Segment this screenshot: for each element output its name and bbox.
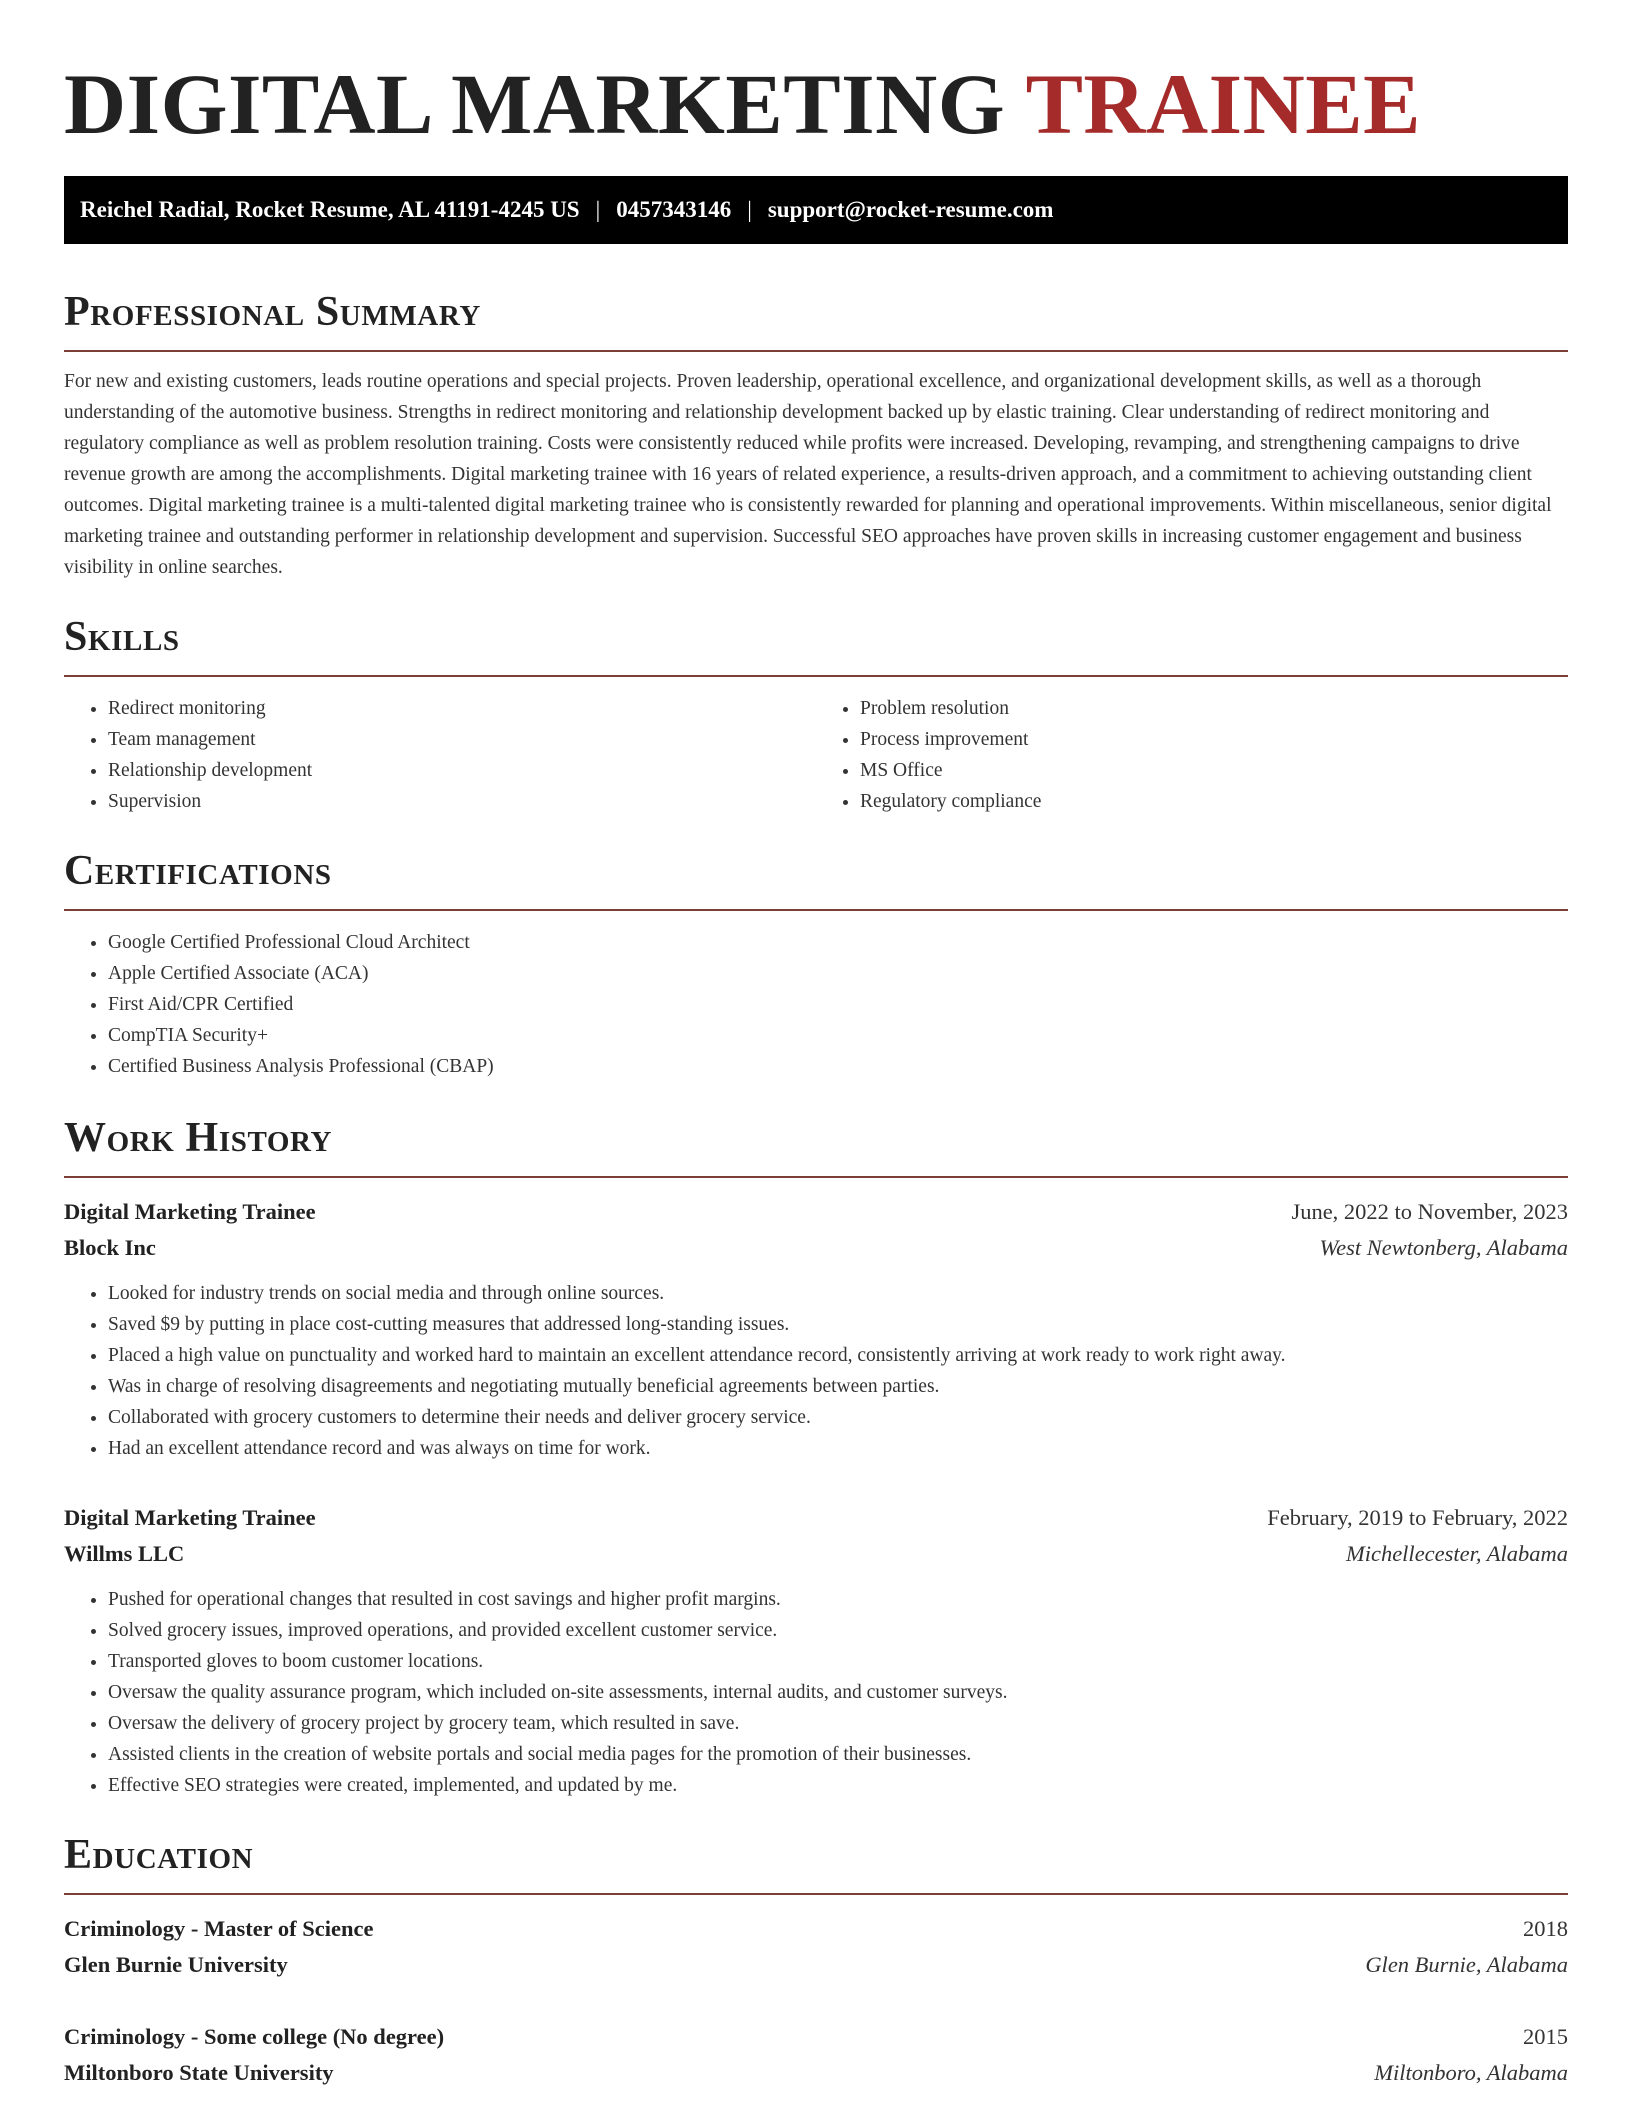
job-company-row <box>64 1230 1568 1266</box>
job-header-row <box>64 1500 1568 1536</box>
job-location: West Newtonberg, Alabama <box>1319 1235 1568 1260</box>
skill-item: • Redirect monitoring <box>108 693 816 724</box>
job-bullets <box>64 1278 1568 1464</box>
skills-list-right <box>816 693 1568 817</box>
job-bullet: • Had an excellent attendance record and was always on time for work. <box>108 1433 1568 1464</box>
section-divider <box>64 1893 1568 1895</box>
education-entry <box>64 1911 1568 1983</box>
job-dates: February, 2019 to February, 2022 <box>1267 1505 1568 1530</box>
skill-item: • MS Office <box>860 755 1568 786</box>
job-bullet: • Oversaw the delivery of grocery project by grocery team, which resulted in save. <box>108 1708 1568 1739</box>
education-section <box>64 1831 1568 2091</box>
certification-item: • Google Certified Professional Cloud Architect <box>108 927 1568 958</box>
job-header-row <box>64 1194 1568 1230</box>
section-divider <box>64 675 1568 677</box>
summary-text: For new and existing customers, leads routine operations and special projects. Proven leadership, operational excellence, and organizational development skills, as well as a thorough understanding of the automotive business. Strengths in redirect monitoring and relationship development backed up by elastic training. Clear understanding of redirect monitoring and regulatory compliance as well as problem resolution training. Costs were consistently reduced while profits were increased. Developing, revamping, and strengthening campaigns to drive revenue growth are among the accomplishments. Digital marketing trainee with 16 years of related experience, a results-driven approach, and a commitment to achieving outstanding client outcomes. Digital marketing trainee is a multi-talented digital marketing trainee who is consistently rewarded for planning and operational improvements. Within miscellaneous, senior digital marketing trainee and outstanding performer in relationship development and supervision. Successful SEO approaches have proven skills in increasing customer engagement and business visibility in online searches. <box>64 371 1552 578</box>
skills-grid <box>64 693 1568 817</box>
education-degree-row <box>64 1911 1568 1947</box>
job-title: Digital Marketing Trainee <box>64 1505 316 1530</box>
education-degree: Criminology - Some college (No degree) <box>64 2024 445 2049</box>
certification-item: • First Aid/CPR Certified <box>108 989 1568 1020</box>
contact-separator: | <box>747 197 752 222</box>
section-divider <box>64 1176 1568 1178</box>
skill-item: • Problem resolution <box>860 693 1568 724</box>
certification-item: • CompTIA Security+ <box>108 1020 1568 1051</box>
job-entry <box>64 1194 1568 1464</box>
education-degree-row <box>64 2019 1568 2055</box>
job-bullets <box>64 1584 1568 1801</box>
job-bullet: • Transported gloves to boom customer locations. <box>108 1646 1568 1677</box>
contact-phone: 0457343146 <box>616 197 732 222</box>
skills-list-left <box>64 693 816 817</box>
skill-item: • Process improvement <box>860 724 1568 755</box>
section-title: Education <box>64 1832 254 1878</box>
section-title: Work History <box>64 1115 333 1161</box>
resume-title <box>64 56 1568 152</box>
job-bullet: • Looked for industry trends on social media and through online sources. <box>108 1278 1568 1309</box>
title-main: DIGITAL MARKETING <box>64 56 1006 152</box>
section-title: Skills <box>64 614 180 660</box>
section-divider <box>64 909 1568 911</box>
education-school-row <box>64 1947 1568 1983</box>
section-divider <box>64 350 1568 352</box>
certification-item: • Certified Business Analysis Professional (CBAP) <box>108 1051 1568 1082</box>
contact-address: Reichel Radial, Rocket Resume, AL 41191-4245 US <box>80 197 580 222</box>
skills-section <box>64 613 1568 817</box>
contact-bar <box>64 176 1568 244</box>
job-location: Michellecester, Alabama <box>1345 1541 1568 1566</box>
education-degree: Criminology - Master of Science <box>64 1916 374 1941</box>
education-school: Glen Burnie University <box>64 1952 288 1977</box>
title-accent: TRAINEE <box>1025 56 1421 152</box>
contact-separator: | <box>595 197 601 222</box>
education-school: Miltonboro State University <box>64 2060 334 2085</box>
certification-item: • Apple Certified Associate (ACA) <box>108 958 1568 989</box>
job-bullet: • Pushed for operational changes that resulted in cost savings and higher profit margins. <box>108 1584 1568 1615</box>
education-location: Glen Burnie, Alabama <box>1365 1952 1568 1977</box>
job-bullet: • Oversaw the quality assurance program, which included on-site assessments, internal audits, and customer surveys. <box>108 1677 1568 1708</box>
certifications-list <box>64 927 1568 1082</box>
job-bullet: • Assisted clients in the creation of website portals and social media pages for the promotion of their businesses. <box>108 1739 1568 1770</box>
skill-item: • Team management <box>108 724 816 755</box>
certifications-section <box>64 847 1568 1082</box>
education-school-row <box>64 2055 1568 2091</box>
job-bullet: • Saved $9 by putting in place cost-cutting measures that addressed long-standing issues. <box>108 1309 1568 1340</box>
job-entry <box>64 1500 1568 1801</box>
skill-item: • Regulatory compliance <box>860 786 1568 817</box>
skill-item: • Supervision <box>108 786 816 817</box>
job-title: Digital Marketing Trainee <box>64 1199 316 1224</box>
job-company: Willms LLC <box>64 1541 185 1566</box>
job-bullet: • Placed a high value on punctuality and worked hard to maintain an excellent attendance record, consistently arriving at work ready to work right away. <box>108 1340 1568 1371</box>
skill-item: • Relationship development <box>108 755 816 786</box>
education-year: 2018 <box>1523 1916 1568 1941</box>
job-company-row <box>64 1536 1568 1572</box>
contact-email: support@rocket-resume.com <box>767 197 1054 222</box>
job-bullet: • Collaborated with grocery customers to determine their needs and deliver grocery service. <box>108 1402 1568 1433</box>
job-bullet: • Solved grocery issues, improved operations, and provided excellent customer service. <box>108 1615 1568 1646</box>
education-entry <box>64 2019 1568 2091</box>
education-location: Miltonboro, Alabama <box>1374 2060 1568 2085</box>
job-dates: June, 2022 to November, 2023 <box>1291 1199 1568 1224</box>
education-year: 2015 <box>1523 2024 1568 2049</box>
job-company: Block Inc <box>64 1235 156 1260</box>
job-bullet: • Was in charge of resolving disagreements and negotiating mutually beneficial agreements between parties. <box>108 1371 1568 1402</box>
work-history-section <box>64 1114 1568 1801</box>
section-title: Professional Summary <box>64 289 481 335</box>
summary-section <box>64 288 1568 583</box>
job-bullet: • Effective SEO strategies were created, implemented, and updated by me. <box>108 1770 1568 1801</box>
section-title: Certifications <box>64 848 332 894</box>
